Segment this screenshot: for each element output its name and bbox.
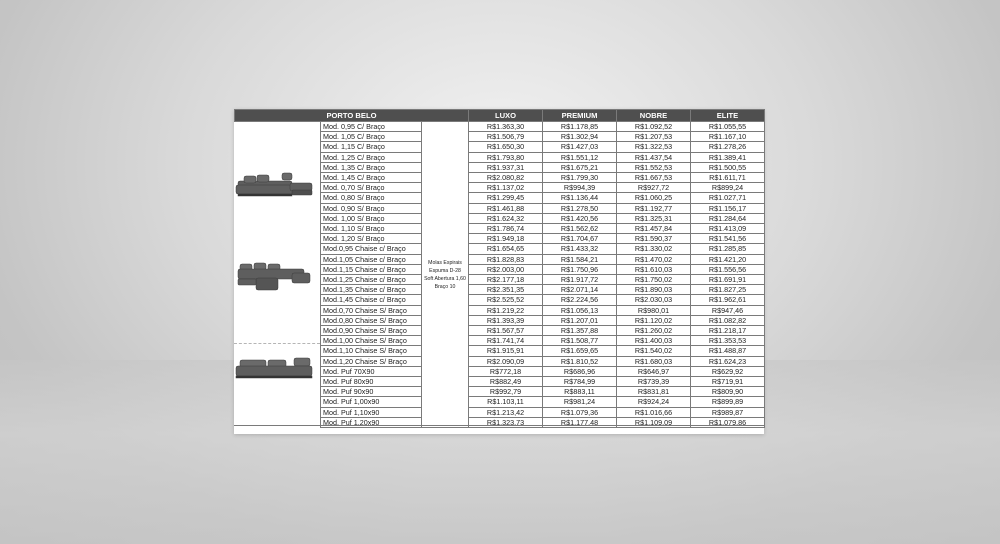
price-cell-elite: R$1.082,82 [691, 315, 765, 325]
price-cell-nobre: R$1.457,84 [617, 224, 691, 234]
price-cell-premium: R$1.917,72 [543, 275, 617, 285]
model-cell: Mod.0,95 Chaise c/ Braço [321, 244, 422, 254]
model-cell: Mod. 0,95 C/ Braço [321, 122, 422, 132]
price-cell-premium: R$1.178,85 [543, 122, 617, 132]
price-cell-premium: R$784,99 [543, 377, 617, 387]
model-cell: Mod. 1,05 C/ Braço [321, 132, 422, 142]
model-cell: Mod. Puf 1,20x90 [321, 417, 422, 427]
price-cell-nobre: R$1.610,03 [617, 264, 691, 274]
price-cell-luxo: R$2.090,09 [469, 356, 543, 366]
price-cell-nobre: R$1.552,53 [617, 162, 691, 172]
column-header-luxo: LUXO [469, 110, 543, 122]
price-cell-premium: R$1.302,94 [543, 132, 617, 142]
model-cell: Mod. Puf 80x90 [321, 377, 422, 387]
price-cell-nobre: R$1.207,53 [617, 132, 691, 142]
price-cell-premium: R$1.136,44 [543, 193, 617, 203]
price-cell-premium: R$1.799,30 [543, 173, 617, 183]
price-cell-elite: R$1.413,09 [691, 224, 765, 234]
price-cell-nobre: R$924,24 [617, 397, 691, 407]
price-cell-luxo: R$1.393,39 [469, 315, 543, 325]
price-cell-elite: R$1.541,56 [691, 234, 765, 244]
price-cell-elite: R$989,87 [691, 407, 765, 417]
price-cell-luxo: R$2.177,18 [469, 275, 543, 285]
price-cell-elite: R$1.827,25 [691, 285, 765, 295]
price-cell-luxo: R$2.525,52 [469, 295, 543, 305]
price-cell-luxo: R$1.103,11 [469, 397, 543, 407]
price-cell-elite: R$1.156,17 [691, 203, 765, 213]
price-cell-premium: R$1.551,12 [543, 152, 617, 162]
price-cell-nobre: R$1.120,02 [617, 315, 691, 325]
model-cell: Mod.1,10 Chaise S/ Braço [321, 346, 422, 356]
price-cell-elite: R$1.278,26 [691, 142, 765, 152]
sofa-chaise-image [234, 170, 316, 202]
price-cell-nobre: R$1.060,25 [617, 193, 691, 203]
price-cell-nobre: R$1.016,66 [617, 407, 691, 417]
price-cell-elite: R$1.500,55 [691, 162, 765, 172]
price-cell-premium: R$1.420,56 [543, 213, 617, 223]
price-cell-luxo: R$1.213,42 [469, 407, 543, 417]
model-cell: Mod. 1,35 C/ Braço [321, 162, 422, 172]
model-cell: Mod.0,90 Chaise S/ Braço [321, 326, 422, 336]
model-cell: Mod.1,00 Chaise S/ Braço [321, 336, 422, 346]
price-cell-nobre: R$2.030,03 [617, 295, 691, 305]
price-cell-nobre: R$1.470,02 [617, 254, 691, 264]
model-cell: Mod.1,15 Chaise c/ Braço [321, 264, 422, 274]
model-cell: Mod.1,05 Chaise c/ Braço [321, 254, 422, 264]
price-cell-luxo: R$1.363,30 [469, 122, 543, 132]
price-cell-luxo: R$1.937,31 [469, 162, 543, 172]
price-cell-luxo: R$1.506,79 [469, 132, 543, 142]
price-cell-nobre: R$1.680,03 [617, 356, 691, 366]
model-cell: Mod.1,20 Chaise S/ Braço [321, 356, 422, 366]
model-cell: Mod. 0,80 S/ Braço [321, 193, 422, 203]
price-cell-luxo: R$1.828,83 [469, 254, 543, 264]
price-cell-premium: R$1.704,67 [543, 234, 617, 244]
price-cell-nobre: R$1.109,09 [617, 417, 691, 427]
price-cell-premium: R$1.177,48 [543, 417, 617, 427]
price-cell-nobre: R$1.325,31 [617, 213, 691, 223]
price-cell-elite: R$899,89 [691, 397, 765, 407]
price-cell-premium: R$1.278,50 [543, 203, 617, 213]
price-cell-luxo: R$772,18 [469, 366, 543, 376]
price-cell-luxo: R$992,79 [469, 387, 543, 397]
price-cell-premium: R$1.659,65 [543, 346, 617, 356]
price-cell-luxo: R$1.137,02 [469, 183, 543, 193]
model-cell: Mod.0,70 Chaise S/ Braço [321, 305, 422, 315]
model-cell: Mod. Puf 90x90 [321, 387, 422, 397]
price-cell-luxo: R$1.915,91 [469, 346, 543, 356]
price-cell-nobre: R$1.092,52 [617, 122, 691, 132]
model-cell: Mod. 1,00 S/ Braço [321, 213, 422, 223]
price-cell-elite: R$899,24 [691, 183, 765, 193]
price-cell-elite: R$1.353,53 [691, 336, 765, 346]
price-cell-premium: R$883,11 [543, 387, 617, 397]
price-cell-elite: R$1.027,71 [691, 193, 765, 203]
price-cell-elite: R$629,92 [691, 366, 765, 376]
price-cell-luxo: R$1.219,22 [469, 305, 543, 315]
price-table-sheet [234, 109, 764, 434]
description-cell: Molas Espirais Espuma D-28 Soft Abertura 1,60 Braço 10 [422, 122, 469, 428]
price-cell-premium: R$1.810,52 [543, 356, 617, 366]
price-cell-luxo: R$1.624,32 [469, 213, 543, 223]
price-cell-nobre: R$831,81 [617, 387, 691, 397]
price-cell-elite: R$1.284,64 [691, 213, 765, 223]
price-cell-nobre: R$646,97 [617, 366, 691, 376]
price-cell-elite: R$1.079,86 [691, 417, 765, 427]
price-cell-elite: R$1.389,41 [691, 152, 765, 162]
price-cell-nobre: R$1.750,02 [617, 275, 691, 285]
price-cell-elite: R$1.167,10 [691, 132, 765, 142]
model-cell: Mod.1,25 Chaise c/ Braço [321, 275, 422, 285]
price-cell-nobre: R$739,39 [617, 377, 691, 387]
table-title: PORTO BELO [235, 110, 469, 122]
model-cell: Mod. 1,20 S/ Braço [321, 234, 422, 244]
price-cell-premium: R$981,24 [543, 397, 617, 407]
price-cell-luxo: R$1.793,80 [469, 152, 543, 162]
column-header-nobre: NOBRE [617, 110, 691, 122]
price-cell-elite: R$947,46 [691, 305, 765, 315]
price-cell-nobre: R$1.590,37 [617, 234, 691, 244]
model-cell: Mod.1,35 Chaise c/ Braço [321, 285, 422, 295]
product-images [234, 120, 320, 425]
price-cell-premium: R$1.433,32 [543, 244, 617, 254]
price-cell-elite: R$1.285,85 [691, 244, 765, 254]
price-cell-premium: R$2.071,14 [543, 285, 617, 295]
model-cell: Mod. 1,25 C/ Braço [321, 152, 422, 162]
price-cell-elite: R$1.962,61 [691, 295, 765, 305]
model-cell: Mod. 0,90 S/ Braço [321, 203, 422, 213]
model-cell: Mod. Puf 70X90 [321, 366, 422, 376]
model-cell: Mod. Puf 1,00x90 [321, 397, 422, 407]
model-cell: Mod. Puf 1,10x90 [321, 407, 422, 417]
model-cell: Mod. 1,45 C/ Braço [321, 173, 422, 183]
sofa-puf-image [234, 260, 316, 294]
price-cell-premium: R$1.675,21 [543, 162, 617, 172]
price-cell-luxo: R$1.654,65 [469, 244, 543, 254]
column-header-elite: ELITE [691, 110, 765, 122]
price-cell-nobre: R$1.192,77 [617, 203, 691, 213]
price-cell-luxo: R$1.461,88 [469, 203, 543, 213]
price-cell-luxo: R$882,49 [469, 377, 543, 387]
price-cell-nobre: R$980,01 [617, 305, 691, 315]
price-cell-luxo: R$1.949,18 [469, 234, 543, 244]
price-cell-premium: R$1.056,13 [543, 305, 617, 315]
price-cell-premium: R$1.427,03 [543, 142, 617, 152]
price-cell-nobre: R$1.260,02 [617, 326, 691, 336]
price-cell-nobre: R$1.330,02 [617, 244, 691, 254]
price-cell-luxo: R$2.080,82 [469, 173, 543, 183]
price-cell-elite: R$719,91 [691, 377, 765, 387]
price-cell-premium: R$1.562,62 [543, 224, 617, 234]
model-cell: Mod.0,80 Chaise S/ Braço [321, 315, 422, 325]
table-bottom-border [234, 425, 764, 426]
price-cell-elite: R$809,90 [691, 387, 765, 397]
model-cell: Mod. 0,70 S/ Braço [321, 183, 422, 193]
price-cell-nobre: R$1.890,03 [617, 285, 691, 295]
price-cell-premium: R$1.584,21 [543, 254, 617, 264]
price-cell-luxo: R$2.003,00 [469, 264, 543, 274]
price-cell-luxo: R$1.650,30 [469, 142, 543, 152]
price-cell-elite: R$1.421,20 [691, 254, 765, 264]
model-cell: Mod. 1,10 S/ Braço [321, 224, 422, 234]
price-cell-nobre: R$1.540,02 [617, 346, 691, 356]
model-cell: Mod. 1,15 C/ Braço [321, 142, 422, 152]
image-divider [234, 343, 320, 344]
price-cell-premium: R$1.079,36 [543, 407, 617, 417]
price-cell-premium: R$1.357,88 [543, 326, 617, 336]
price-cell-elite: R$1.488,87 [691, 346, 765, 356]
model-cell: Mod.1,45 Chaise c/ Braço [321, 295, 422, 305]
sofa-armless-image [234, 356, 316, 382]
price-cell-luxo: R$1.299,45 [469, 193, 543, 203]
price-cell-luxo: R$1.786,74 [469, 224, 543, 234]
price-cell-luxo: R$1.741,74 [469, 336, 543, 346]
price-cell-premium: R$994,39 [543, 183, 617, 193]
price-cell-nobre: R$1.437,54 [617, 152, 691, 162]
price-cell-elite: R$1.218,17 [691, 326, 765, 336]
price-cell-premium: R$1.207,01 [543, 315, 617, 325]
price-cell-premium: R$1.750,96 [543, 264, 617, 274]
price-cell-elite: R$1.055,55 [691, 122, 765, 132]
column-header-premium: PREMIUM [543, 110, 617, 122]
price-cell-nobre: R$1.322,53 [617, 142, 691, 152]
price-cell-nobre: R$1.667,53 [617, 173, 691, 183]
price-cell-luxo: R$1.567,57 [469, 326, 543, 336]
price-cell-premium: R$2.224,56 [543, 295, 617, 305]
price-cell-luxo: R$2.351,35 [469, 285, 543, 295]
price-cell-luxo: R$1.323,73 [469, 417, 543, 427]
price-cell-elite: R$1.611,71 [691, 173, 765, 183]
price-cell-elite: R$1.691,91 [691, 275, 765, 285]
price-cell-elite: R$1.624,23 [691, 356, 765, 366]
price-cell-nobre: R$1.400,03 [617, 336, 691, 346]
price-cell-premium: R$686,96 [543, 366, 617, 376]
price-cell-nobre: R$927,72 [617, 183, 691, 193]
price-cell-premium: R$1.508,77 [543, 336, 617, 346]
price-cell-elite: R$1.556,56 [691, 264, 765, 274]
